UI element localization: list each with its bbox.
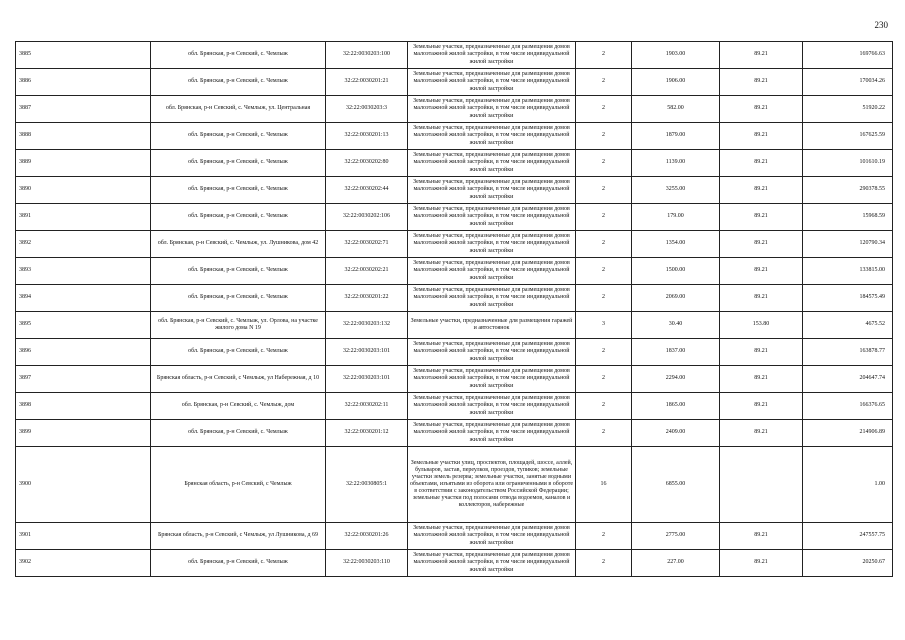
cadastral-number-cell: 32:22:0030201:21 <box>326 69 408 96</box>
land-use-cell: Земельные участки, предназначенные для размещения домов малоэтажной жилой застройки, в том числе индивидуальной жилой застройки <box>408 393 576 420</box>
cadastral-value-cell: 101610.19 <box>803 150 893 177</box>
cadastral-number-cell: 32:22:0030203:132 <box>326 312 408 339</box>
group-number-cell: 2 <box>576 258 632 285</box>
group-number-cell: 2 <box>576 150 632 177</box>
row-number: 3901 <box>16 523 151 550</box>
cadastral-value-cell: 133815.00 <box>803 258 893 285</box>
area-cell: 3255.00 <box>632 177 720 204</box>
area-cell: 582.00 <box>632 96 720 123</box>
area-cell: 1354.00 <box>632 231 720 258</box>
area-cell: 6855.00 <box>632 447 720 523</box>
cadastral-number-cell: 32:22:0030201:13 <box>326 123 408 150</box>
specific-value-cell: 89.21 <box>720 204 803 231</box>
specific-value-cell: 89.21 <box>720 366 803 393</box>
row-number: 3899 <box>16 420 151 447</box>
group-number-cell: 2 <box>576 42 632 69</box>
cadastral-value-cell: 184575.49 <box>803 285 893 312</box>
address-cell: обл. Брянская, р-н Севский, с. Чемлыж <box>151 258 326 285</box>
table-row <box>16 42 893 69</box>
cadastral-value-cell: 247557.75 <box>803 523 893 550</box>
row-number: 3896 <box>16 339 151 366</box>
specific-value-cell: 89.21 <box>720 96 803 123</box>
page-number: 230 <box>874 20 888 30</box>
cadastral-number-cell: 32:22:0030201:22 <box>326 285 408 312</box>
land-use-cell: Земельные участки, предназначенные для размещения домов малоэтажной жилой застройки, в том числе индивидуальной жилой застройки <box>408 339 576 366</box>
area-cell: 1500.00 <box>632 258 720 285</box>
specific-value-cell: 89.21 <box>720 69 803 96</box>
specific-value-cell: 89.21 <box>720 258 803 285</box>
area-cell: 1903.00 <box>632 42 720 69</box>
cadastral-value-table <box>15 41 893 577</box>
table-row <box>16 393 893 420</box>
row-number: 3891 <box>16 204 151 231</box>
address-cell: обл. Брянская, р-н Севский, с. Чемлыж, ул. Орлова, на участке жилого дома N 19 <box>151 312 326 339</box>
area-cell: 1865.00 <box>632 393 720 420</box>
cadastral-value-cell: 15968.59 <box>803 204 893 231</box>
address-cell: обл. Брянская, р-н Севский, с. Чемлыж, ул. Лушникова, дом 42 <box>151 231 326 258</box>
cadastral-number-cell: 32:22:0030203:101 <box>326 339 408 366</box>
land-use-cell: Земельные участки, предназначенные для размещения домов малоэтажной жилой застройки, в том числе индивидуальной жилой застройки <box>408 366 576 393</box>
address-cell: обл. Брянская, р-н Севский, с. Чемлыж <box>151 123 326 150</box>
address-cell: обл. Брянская, р-н Севский, с. Чемлыж <box>151 69 326 96</box>
land-use-cell: Земельные участки, предназначенные для размещения домов малоэтажной жилой застройки, в том числе индивидуальной жилой застройки <box>408 550 576 577</box>
table-row <box>16 550 893 577</box>
area-cell: 179.00 <box>632 204 720 231</box>
group-number-cell: 2 <box>576 523 632 550</box>
address-cell: обл. Брянская, р-н Севский, с. Чемлыж <box>151 339 326 366</box>
cadastral-number-cell: 32:22:0030203:110 <box>326 550 408 577</box>
table-row <box>16 69 893 96</box>
table-row <box>16 339 893 366</box>
land-use-cell: Земельные участки улиц, проспектов, площадей, шоссе, аллей, бульваров, застав, переулков, проездов, тупиков; земельные участки земель резерва; земельные участки, занятые водными объектами, изъятыми из оборота или ограниченными в обороте в соответствии с законодательством Российской Федерации; земельные участки под полосами отвода водоемов, каналов и коллекторов, набережные <box>408 447 576 523</box>
cadastral-value-cell: 204647.74 <box>803 366 893 393</box>
address-cell: обл. Брянская, р-н Севский, с. Чемлыж <box>151 550 326 577</box>
cadastral-number-cell: 32:22:0030202:106 <box>326 204 408 231</box>
row-number: 3893 <box>16 258 151 285</box>
group-number-cell: 2 <box>576 420 632 447</box>
land-use-cell: Земельные участки, предназначенные для размещения домов малоэтажной жилой застройки, в том числе индивидуальной жилой застройки <box>408 123 576 150</box>
group-number-cell: 2 <box>576 177 632 204</box>
table-body <box>16 42 893 577</box>
address-cell: Брянская область, р-н Севский, с Чемлыж, ул Набережная, д 10 <box>151 366 326 393</box>
cadastral-number-cell: 32:22:0030201:26 <box>326 523 408 550</box>
table-row <box>16 447 893 523</box>
table-row <box>16 420 893 447</box>
address-cell: обл. Брянская, р-н Севский, с. Чемлыж <box>151 150 326 177</box>
row-number: 3902 <box>16 550 151 577</box>
table-row <box>16 231 893 258</box>
table-row <box>16 150 893 177</box>
row-number: 3888 <box>16 123 151 150</box>
specific-value-cell: 89.21 <box>720 393 803 420</box>
area-cell: 227.00 <box>632 550 720 577</box>
cadastral-number-cell: 32:22:0030202:71 <box>326 231 408 258</box>
row-number: 3897 <box>16 366 151 393</box>
group-number-cell: 2 <box>576 550 632 577</box>
specific-value-cell: 89.21 <box>720 339 803 366</box>
group-number-cell: 2 <box>576 339 632 366</box>
cadastral-value-cell: 1.00 <box>803 447 893 523</box>
land-use-cell: Земельные участки, предназначенные для размещения гаражей и автостоянок <box>408 312 576 339</box>
land-use-cell: Земельные участки, предназначенные для размещения домов малоэтажной жилой застройки, в том числе индивидуальной жилой застройки <box>408 150 576 177</box>
specific-value-cell: 89.21 <box>720 231 803 258</box>
row-number: 3887 <box>16 96 151 123</box>
area-cell: 1906.00 <box>632 69 720 96</box>
cadastral-number-cell: 32:22:0030805:1 <box>326 447 408 523</box>
area-cell: 1139.00 <box>632 150 720 177</box>
specific-value-cell: 153.80 <box>720 312 803 339</box>
row-number: 3889 <box>16 150 151 177</box>
row-number: 3894 <box>16 285 151 312</box>
address-cell: Брянская область, р-н Севский, с Чемлыж <box>151 447 326 523</box>
cadastral-number-cell: 32:22:0030201:12 <box>326 420 408 447</box>
address-cell: обл. Брянская, р-н Севский, с. Чемлыж <box>151 42 326 69</box>
land-use-cell: Земельные участки, предназначенные для размещения домов малоэтажной жилой застройки, в том числе индивидуальной жилой застройки <box>408 96 576 123</box>
group-number-cell: 3 <box>576 312 632 339</box>
group-number-cell: 2 <box>576 69 632 96</box>
address-cell: обл. Брянская, р-н Севский, с. Чемлыж, дом <box>151 393 326 420</box>
row-number: 3885 <box>16 42 151 69</box>
specific-value-cell: 89.21 <box>720 42 803 69</box>
land-use-cell: Земельные участки, предназначенные для размещения домов малоэтажной жилой застройки, в том числе индивидуальной жилой застройки <box>408 420 576 447</box>
specific-value-cell: 89.21 <box>720 123 803 150</box>
specific-value-cell: 89.21 <box>720 150 803 177</box>
table-row <box>16 523 893 550</box>
row-number: 3895 <box>16 312 151 339</box>
cadastral-number-cell: 32:22:0030202:11 <box>326 393 408 420</box>
row-number: 3898 <box>16 393 151 420</box>
cadastral-value-cell: 214906.89 <box>803 420 893 447</box>
group-number-cell: 16 <box>576 447 632 523</box>
area-cell: 2294.00 <box>632 366 720 393</box>
cadastral-value-cell: 20250.67 <box>803 550 893 577</box>
land-use-cell: Земельные участки, предназначенные для размещения домов малоэтажной жилой застройки, в том числе индивидуальной жилой застройки <box>408 42 576 69</box>
table-row <box>16 204 893 231</box>
cadastral-value-cell: 167625.59 <box>803 123 893 150</box>
cadastral-number-cell: 32:22:0030202:21 <box>326 258 408 285</box>
land-use-cell: Земельные участки, предназначенные для размещения домов малоэтажной жилой застройки, в том числе индивидуальной жилой застройки <box>408 204 576 231</box>
specific-value-cell: 89.21 <box>720 420 803 447</box>
specific-value-cell <box>720 447 803 523</box>
table-row <box>16 258 893 285</box>
group-number-cell: 2 <box>576 96 632 123</box>
land-use-cell: Земельные участки, предназначенные для размещения домов малоэтажной жилой застройки, в том числе индивидуальной жилой застройки <box>408 177 576 204</box>
area-cell: 30.40 <box>632 312 720 339</box>
table-row <box>16 123 893 150</box>
cadastral-value-cell: 163878.77 <box>803 339 893 366</box>
table-row <box>16 177 893 204</box>
land-use-cell: Земельные участки, предназначенные для размещения домов малоэтажной жилой застройки, в том числе индивидуальной жилой застройки <box>408 523 576 550</box>
specific-value-cell: 89.21 <box>720 550 803 577</box>
row-number: 3900 <box>16 447 151 523</box>
land-use-cell: Земельные участки, предназначенные для размещения домов малоэтажной жилой застройки, в том числе индивидуальной жилой застройки <box>408 69 576 96</box>
area-cell: 1837.00 <box>632 339 720 366</box>
table-row <box>16 96 893 123</box>
land-use-cell: Земельные участки, предназначенные для размещения домов малоэтажной жилой застройки, в том числе индивидуальной жилой застройки <box>408 231 576 258</box>
cadastral-value-cell: 169766.63 <box>803 42 893 69</box>
address-cell: обл. Брянская, р-н Севский, с. Чемлыж <box>151 177 326 204</box>
cadastral-number-cell: 32:22:0030203:100 <box>326 42 408 69</box>
area-cell: 2409.00 <box>632 420 720 447</box>
cadastral-number-cell: 32:22:0030202:44 <box>326 177 408 204</box>
row-number: 3892 <box>16 231 151 258</box>
specific-value-cell: 89.21 <box>720 523 803 550</box>
address-cell: обл. Брянская, р-н Севский, с. Чемлыж <box>151 285 326 312</box>
cadastral-number-cell: 32:22:0030202:80 <box>326 150 408 177</box>
cadastral-value-cell: 51920.22 <box>803 96 893 123</box>
cadastral-value-cell: 4675.52 <box>803 312 893 339</box>
table-row <box>16 312 893 339</box>
specific-value-cell: 89.21 <box>720 177 803 204</box>
cadastral-value-cell: 166376.65 <box>803 393 893 420</box>
group-number-cell: 2 <box>576 366 632 393</box>
area-cell: 2069.00 <box>632 285 720 312</box>
table-row <box>16 285 893 312</box>
area-cell: 2775.00 <box>632 523 720 550</box>
address-cell: обл. Брянская, р-н Севский, с. Чемлыж <box>151 204 326 231</box>
cadastral-value-cell: 120790.34 <box>803 231 893 258</box>
group-number-cell: 2 <box>576 393 632 420</box>
row-number: 3886 <box>16 69 151 96</box>
group-number-cell: 2 <box>576 123 632 150</box>
specific-value-cell: 89.21 <box>720 285 803 312</box>
group-number-cell: 2 <box>576 285 632 312</box>
cadastral-value-cell: 290378.55 <box>803 177 893 204</box>
table-row <box>16 366 893 393</box>
group-number-cell: 2 <box>576 204 632 231</box>
address-cell: Брянская область, р-н Севский, с Чемлыж, ул Лушникова, д 69 <box>151 523 326 550</box>
group-number-cell: 2 <box>576 231 632 258</box>
area-cell: 1879.00 <box>632 123 720 150</box>
cadastral-number-cell: 32:22:0030203:101 <box>326 366 408 393</box>
cadastral-value-cell: 170034.26 <box>803 69 893 96</box>
row-number: 3890 <box>16 177 151 204</box>
land-use-cell: Земельные участки, предназначенные для размещения домов малоэтажной жилой застройки, в том числе индивидуальной жилой застройки <box>408 285 576 312</box>
land-use-cell: Земельные участки, предназначенные для размещения домов малоэтажной жилой застройки, в том числе индивидуальной жилой застройки <box>408 258 576 285</box>
cadastral-number-cell: 32:22:0030203:3 <box>326 96 408 123</box>
address-cell: обл. Брянская, р-н Севский, с. Чемлыж <box>151 420 326 447</box>
address-cell: обл. Брянская, р-н Севский, с. Чемлыж, ул. Центральная <box>151 96 326 123</box>
